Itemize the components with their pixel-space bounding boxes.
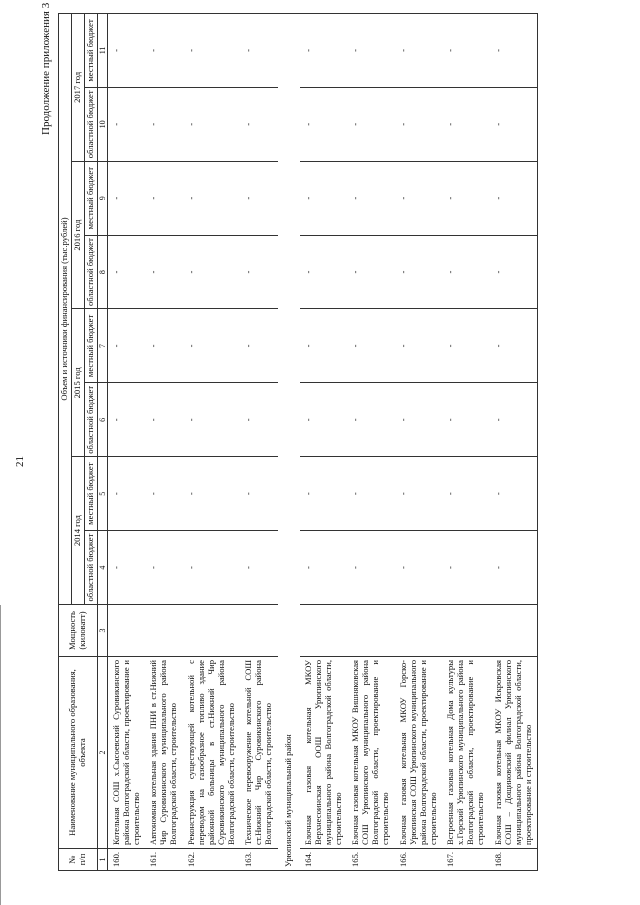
table-body xyxy=(107,14,538,871)
funding-cell: - xyxy=(442,14,490,88)
row-number: 164. xyxy=(300,849,348,871)
funding-cell: - xyxy=(183,531,240,605)
funding-cell: - xyxy=(107,309,145,383)
funding-cell: - xyxy=(347,309,395,383)
funding-cell: - xyxy=(183,87,240,161)
funding-cell: - xyxy=(145,457,183,531)
table-header xyxy=(59,14,108,871)
funding-cell: - xyxy=(107,161,145,235)
object-name: Техническое перевооружение котельной СОШ ст.Нижний Чир Суровикинского района Волгоградской области, строительство xyxy=(240,657,278,849)
row-number: 163. xyxy=(240,849,278,871)
funding-cell: - xyxy=(145,14,183,88)
funding-cell: - xyxy=(395,457,443,531)
funding-cell: - xyxy=(183,457,240,531)
funding-cell: - xyxy=(442,457,490,531)
funding-cell: - xyxy=(300,161,348,235)
funding-cell: - xyxy=(240,457,278,531)
header-regional: областной бюджет xyxy=(84,383,97,457)
funding-cell: - xyxy=(490,14,538,88)
funding-cell: - xyxy=(240,309,278,383)
funding-cell: - xyxy=(347,235,395,309)
header-local: местный бюджет xyxy=(84,161,97,235)
funding-cell: - xyxy=(347,14,395,88)
header-name: Наименование муниципального образования, объекта xyxy=(59,657,98,849)
header-year-2016: 2016 год xyxy=(71,161,84,309)
power-cell xyxy=(395,605,443,657)
funding-cell: - xyxy=(347,87,395,161)
funding-cell: - xyxy=(183,235,240,309)
funding-cell: - xyxy=(442,87,490,161)
funding-cell: - xyxy=(107,235,145,309)
row-number: 166. xyxy=(395,849,443,871)
table-row xyxy=(107,14,145,871)
table-row xyxy=(145,14,183,871)
column-number: 9 xyxy=(97,161,107,235)
table-row xyxy=(240,14,278,871)
funding-cell: - xyxy=(300,14,348,88)
funding-cell: - xyxy=(490,87,538,161)
row-number: 167. xyxy=(442,849,490,871)
funding-cell: - xyxy=(107,87,145,161)
funding-cell: - xyxy=(395,383,443,457)
header-local: местный бюджет xyxy=(84,309,97,383)
header-regional: областной бюджет xyxy=(84,87,97,161)
funding-table xyxy=(58,13,538,871)
funding-cell: - xyxy=(240,14,278,88)
funding-cell: - xyxy=(442,235,490,309)
funding-cell: - xyxy=(240,235,278,309)
column-number: 11 xyxy=(97,14,107,88)
funding-cell: - xyxy=(145,531,183,605)
row-number: 165. xyxy=(347,849,395,871)
row-number: 161. xyxy=(145,849,183,871)
funding-cell: - xyxy=(395,309,443,383)
object-name: Реконструкция существующей котельной с переводом на газообразное топливо здание районной больницы в ст.Нижний Чир Суровикинского муниципального района Волгоградской области, строительство xyxy=(183,657,240,849)
object-name: Встроенная газовая котельная Дома культуры х.Горский Урюпинского муниципального района Волгоградской области, проектирование и строительство xyxy=(442,657,490,849)
funding-cell: - xyxy=(442,531,490,605)
funding-cell: - xyxy=(490,531,538,605)
header-year-2015: 2015 год xyxy=(71,309,84,457)
column-number: 4 xyxy=(97,531,107,605)
column-number: 5 xyxy=(97,457,107,531)
header-funding: Объем и источники финансирования (тыс.рублей) xyxy=(59,14,72,605)
funding-cell: - xyxy=(145,87,183,161)
funding-cell: - xyxy=(145,161,183,235)
power-cell xyxy=(442,605,490,657)
object-name: Автономная котельная здания ПНИ в ст.Нижний Чир Суровикинского муниципального района Волгоградской области, строительство xyxy=(145,657,183,849)
column-number: 10 xyxy=(97,87,107,161)
funding-cell: - xyxy=(347,161,395,235)
header-power: Мощность (киловатт) xyxy=(59,605,98,657)
table-row xyxy=(300,14,348,871)
district-row xyxy=(278,14,300,871)
page-number: 21 xyxy=(14,456,26,467)
power-cell xyxy=(145,605,183,657)
table-row xyxy=(347,14,395,871)
power-cell xyxy=(347,605,395,657)
funding-cell: - xyxy=(300,457,348,531)
header-local: местный бюджет xyxy=(84,457,97,531)
row-number: 162. xyxy=(183,849,240,871)
funding-cell: - xyxy=(442,309,490,383)
column-number: 3 xyxy=(97,605,107,657)
funding-cell: - xyxy=(183,161,240,235)
header-regional: областной бюджет xyxy=(84,235,97,309)
funding-cell: - xyxy=(107,457,145,531)
row-number: 168. xyxy=(490,849,538,871)
header-year-2014: 2014 год xyxy=(71,457,84,605)
funding-cell: - xyxy=(490,457,538,531)
funding-cell: - xyxy=(300,235,348,309)
continuation-label: Продолжение приложения 3 xyxy=(40,2,52,135)
funding-cell: - xyxy=(183,309,240,383)
power-cell xyxy=(107,605,145,657)
column-number: 1 xyxy=(97,849,107,871)
funding-cell: - xyxy=(145,383,183,457)
funding-cell: - xyxy=(490,161,538,235)
table-row xyxy=(442,14,490,871)
funding-cell: - xyxy=(442,383,490,457)
funding-cell: - xyxy=(490,383,538,457)
power-cell xyxy=(183,605,240,657)
funding-cell: - xyxy=(240,161,278,235)
funding-cell: - xyxy=(300,309,348,383)
column-numbers-row xyxy=(97,14,107,871)
funding-cell: - xyxy=(395,235,443,309)
column-number: 2 xyxy=(97,657,107,849)
funding-cell: - xyxy=(107,14,145,88)
funding-cell: - xyxy=(300,383,348,457)
object-name: Котельная СОШ х.Сысоевский Суровикинского района Волгоградской области, проектирование и строительство xyxy=(107,657,145,849)
power-cell xyxy=(490,605,538,657)
row-number: 160. xyxy=(107,849,145,871)
power-cell xyxy=(240,605,278,657)
funding-cell: - xyxy=(490,309,538,383)
funding-cell: - xyxy=(395,531,443,605)
object-name: Блочная газовая котельная МКОУ Искровская СОШ – Дощиновский филиал Урюпинского муниципального района Волгоградской области, проектирование и строительство xyxy=(490,657,538,849)
funding-cell: - xyxy=(240,87,278,161)
object-name: Блочная газовая котельная МКОУ Горско-Урюпинская СОШ Урюпинского муниципального района Волгоградской области, проектирование и строительство xyxy=(395,657,443,849)
header-year-2017: 2017 год xyxy=(71,14,84,162)
header-regional: областной бюджет xyxy=(84,531,97,605)
column-number: 7 xyxy=(97,309,107,383)
object-name: Блочная газовая котельная МКОУ Верхнесоинская ООШ Урюпинского муниципального района Волгоградской области, строительство xyxy=(300,657,348,849)
funding-cell: - xyxy=(107,383,145,457)
funding-cell: - xyxy=(395,161,443,235)
table-row xyxy=(395,14,443,871)
funding-cell: - xyxy=(442,161,490,235)
district-name: Урюпинский муниципальный район xyxy=(278,14,300,871)
object-name: Блочная газовая котельная МКОУ Вишняковская СОШ Урюпинского муниципального района Волгоградской области, проектирование и строительство xyxy=(347,657,395,849)
table-row xyxy=(183,14,240,871)
funding-cell: - xyxy=(300,531,348,605)
funding-cell: - xyxy=(145,309,183,383)
funding-cell: - xyxy=(183,383,240,457)
funding-cell: - xyxy=(183,14,240,88)
funding-cell: - xyxy=(490,235,538,309)
funding-cell: - xyxy=(300,87,348,161)
column-number: 6 xyxy=(97,383,107,457)
funding-cell: - xyxy=(240,531,278,605)
funding-cell: - xyxy=(347,531,395,605)
header-local: местный бюджет xyxy=(84,14,97,88)
funding-cell: - xyxy=(395,14,443,88)
funding-cell: - xyxy=(347,457,395,531)
column-number: 8 xyxy=(97,235,107,309)
funding-cell: - xyxy=(145,235,183,309)
top-rule xyxy=(0,605,1,905)
funding-cell: - xyxy=(395,87,443,161)
header-num: № п/п xyxy=(59,849,98,871)
power-cell xyxy=(300,605,348,657)
funding-cell: - xyxy=(240,383,278,457)
funding-cell: - xyxy=(107,531,145,605)
funding-cell: - xyxy=(347,383,395,457)
table-row xyxy=(490,14,538,871)
